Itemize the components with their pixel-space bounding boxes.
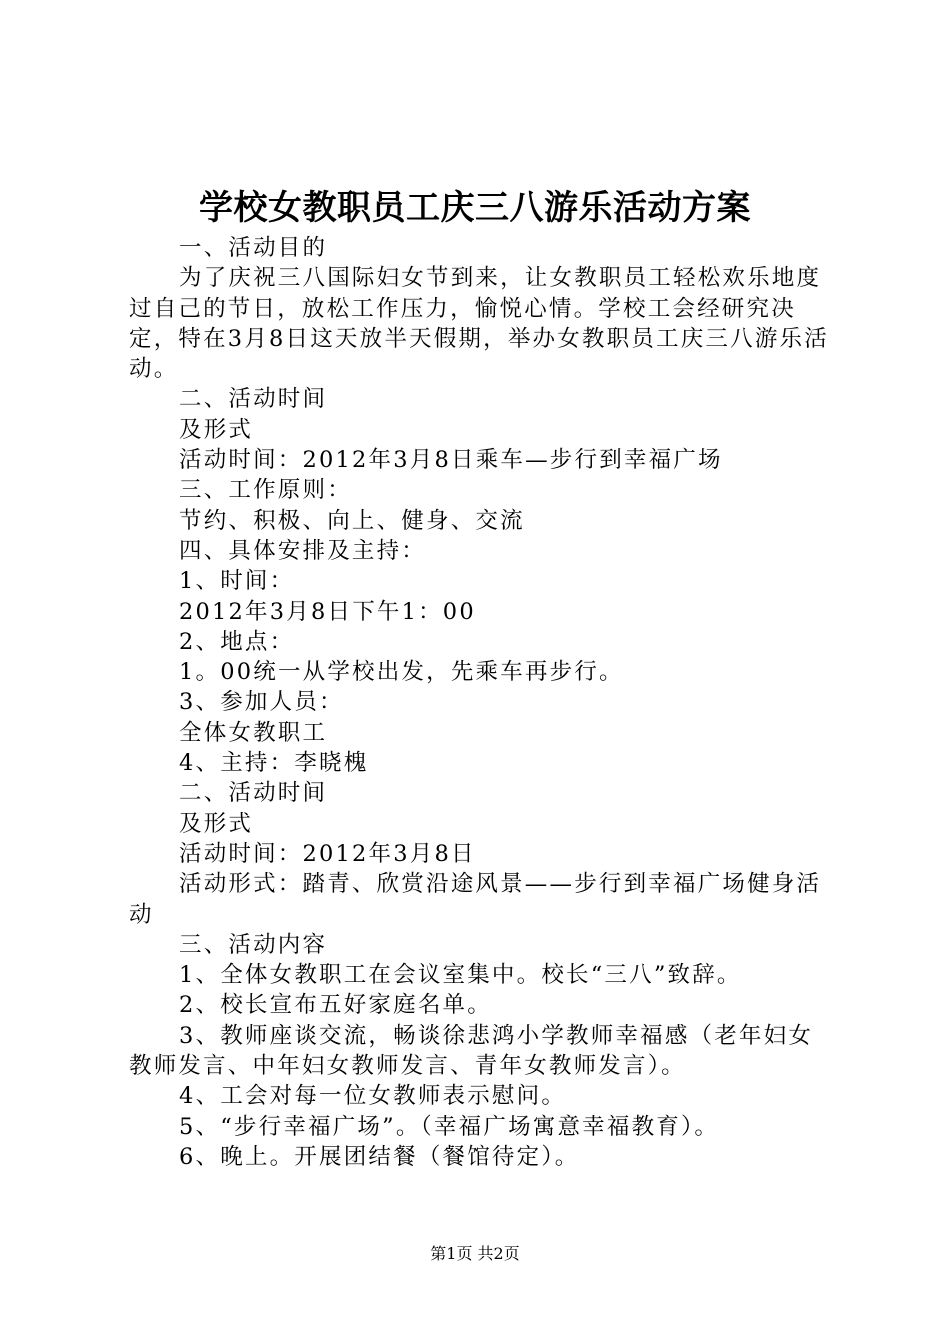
paragraph-2: 为了庆祝三八国际妇女节到来，让女教职员工轻松欢乐地度过自己的节日，放松工作压力，愉悦心情。学校工会经研究决定，特在3月8日这天放半天假期，举办女教职员工庆三八游乐活动。: [129, 265, 829, 383]
paragraph-3: 二、活动时间: [179, 386, 328, 413]
paragraph-15: 4、主持：李晓槐: [179, 750, 369, 777]
paragraph-11: 2、地点：: [179, 628, 295, 655]
paragraph-13: 3、参加人员：: [179, 689, 344, 716]
paragraph-12: 1。00统一从学校出发，先乘车再步行。: [179, 659, 624, 686]
paragraph-9: 1、时间：: [179, 568, 295, 595]
paragraph-21: 1、全体女教职工在会议室集中。校长“三八”致辞。: [179, 962, 742, 989]
paragraph-8: 四、具体安排及主持：: [179, 537, 427, 564]
paragraph-6: 三、工作原则：: [179, 477, 352, 504]
paragraph-22: 2、校长宣布五好家庭名单。: [179, 992, 492, 1019]
paragraph-10: 2012年3月8日下午1：00: [179, 598, 476, 625]
paragraph-1: 一、活动目的: [179, 235, 328, 261]
paragraph-7: 节约、积极、向上、健身、交流: [179, 507, 525, 534]
paragraph-16: 二、活动时间: [179, 780, 328, 807]
paragraph-4: 及形式: [179, 416, 254, 443]
paragraph-5: 活动时间：2012年3月8日乘车—步行到幸福广场: [179, 447, 723, 474]
document-body: [129, 233, 829, 1172]
paragraph-23: 3、教师座谈交流，畅谈徐悲鸿小学教师幸福感（老年妇女教师发言、中年妇女教师发言、青年女教师发言）。: [129, 1022, 814, 1080]
paragraph-24: 4、工会对每一位女教师表示慰问。: [179, 1083, 567, 1110]
paragraph-19: 活动形式：踏青、欣赏沿途风景——步行到幸福广场健身活动: [129, 871, 822, 928]
paragraph-17: 及形式: [179, 810, 254, 837]
paragraph-18: 活动时间：2012年3月8日: [179, 840, 476, 867]
page-footer: 第1页 共2页: [430, 1244, 520, 1263]
document-title: 学校女教职员工庆三八游乐活动方案: [199, 188, 751, 228]
paragraph-14: 全体女教职工: [179, 719, 328, 746]
paragraph-20: 三、活动内容: [179, 931, 328, 958]
paragraph-25: 5、“步行幸福广场”。（幸福广场寓意幸福教育）。: [179, 1113, 720, 1140]
paragraph-26: 6、晚上。开展团结餐（餐馆待定）。: [179, 1143, 580, 1170]
